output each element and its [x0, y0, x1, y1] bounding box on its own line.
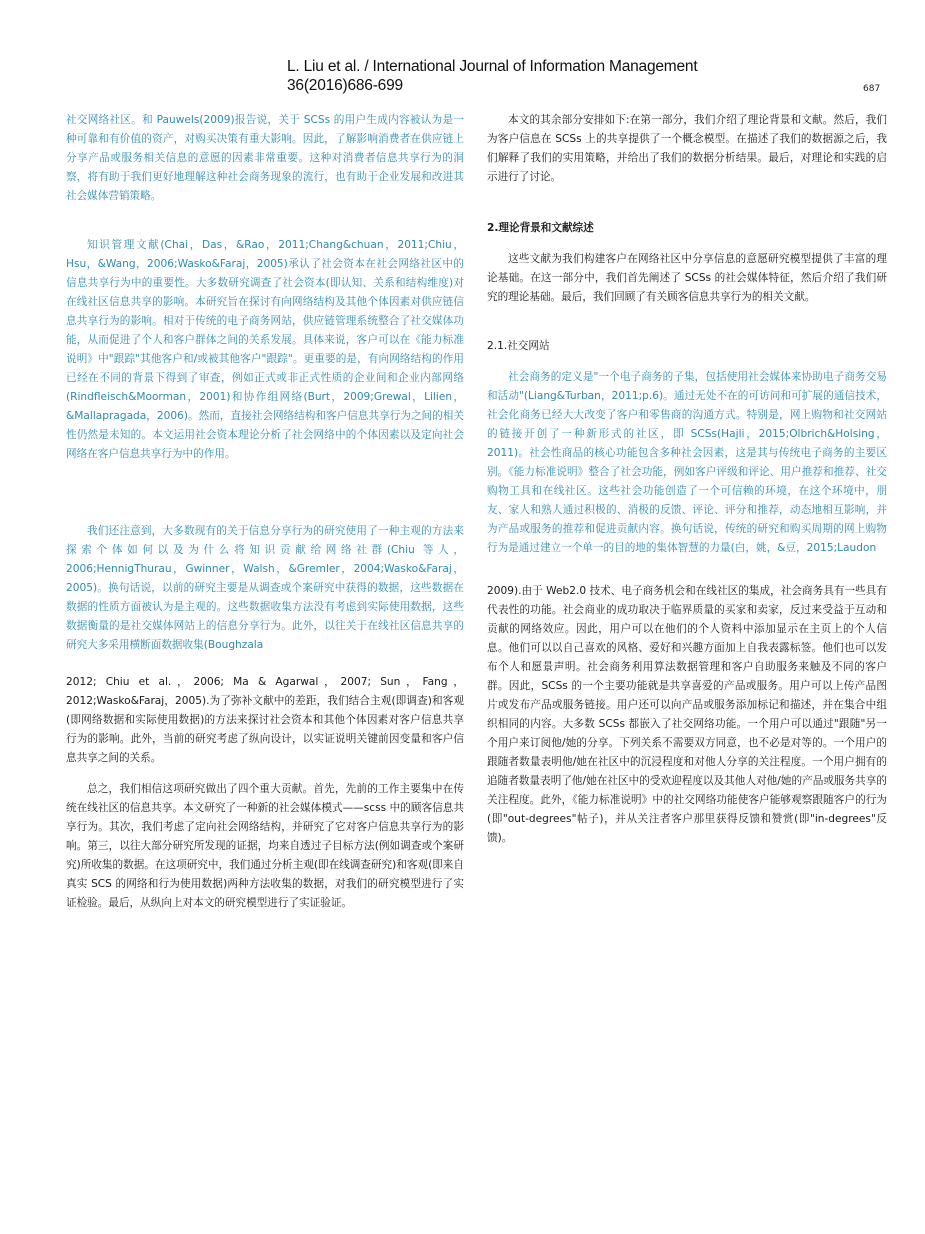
right-column: [487, 111, 887, 848]
left-paragraph-3: 我们还注意到，大多数现有的关于信息分享行为的研究使用了一种主观的方法来探索个体如何以及为什么将知识贡献给网络社群(Chiu 等人，2006;HennigThurau，Gwinner，Walsh，&Gremler，2004;Wasko&Faraj，2005)。换句话说，以前的研究主要是从调查或个案研究中获得的数据，这些数据在数据的性质方面被认为是主观的。这些数据收集方法没有考虑到实际使用数据，这些数据衡量的是社交媒体网站上的信息分享行为。此外，以往关于在线社区信息共享的研究大多采用横断面数据收集(Boughzala: [66, 525, 464, 651]
section-heading: 2.理论背景和文献综述: [487, 222, 594, 234]
left-column: [66, 111, 464, 913]
left-paragraph-5: 总之，我们相信这项研究做出了四个重大贡献。首先，先前的工作主要集中在传统在线社区的信息共享。本文研究了一种新的社会媒体模式——scss 中的顾客信息共享行为。其次，我们考虑了定向社会网络结构，并研究了它对客户信息共享行为的影响。第三，以往大部分研究所发现的证据，均来自透过子目标方法(例如调查或个案研究)所收集的数据。在这项研究中，我们通过分析主观(即在线调查研究)和客观(即来自真实 SCS 的网络和行为使用数据)两种方法收集的数据，对我们的研究模型进行了实证检验。最后，从纵向上对本文的研究模型进行了实证验证。: [66, 783, 464, 909]
left-paragraph-2: 知识管理文献(Chai，Das，&Rao，2011;Chang&chuan，2011;Chiu，Hsu，&Wang，2006;Wasko&Faraj，2005)承认了社会资本在社会网络社区中的信息共享行为中的重要性。大多数研究调查了社会资本(即认知、关系和结构维度)对在线社区信息共享的影响。本研究旨在探讨有向网络结构及其他个体因素对供应链信息共享行为的影响。相对于传统的电子商务网站，供应链管理系统整合了社交媒体功能，从而促进了个人和客户群体之间的关系发展。具体来说，客户可以在《能力标准说明》中"跟踪"其他客户和/或被其他客户"跟踪"。更重要的是，有向网络结构的作用已经在不同的背景下得到了审查，例如正式或非正式性质的企业间和企业内部网络(Rindfleisch&Moorman，2001)和协作组网络(Burt，2009;Grewal，Lilien，&Mallapragada，2006)。然而，直接社会网络结构和客户信息共享行为之间的相关性仍然是未知的。本文运用社会资本理论分析了社会网络中的个体因素以及定向社会网络在客户信息共享行为中的作用。: [66, 239, 464, 460]
journal-header: [287, 57, 757, 95]
journal-header-line1: L. Liu et al. / International Journal of Information Management: [287, 58, 698, 75]
left-paragraph-1: 社交网络社区。和 Pauwels(2009)报告说，关于 SCSs 的用户生成内容被认为是一种可靠和有价值的资产，对购买决策有重大影响。因此，了解影响消费者在供应链上分享产品或服务相关信息的意愿的因素非常重要。这种对消费者信息共享行为的洞察，将有助于我们更好地理解这种社会商务现象的流行，也有助于企业发展和改进其社会媒体营销策略。: [66, 114, 464, 202]
right-paragraph-4: 2009).由于 Web2.0 技术、电子商务机会和在线社区的集成，社会商务具有一些具有代表性的功能。社会商业的成功取决于临界质量的买家和卖家，反过来受益于互动和贡献的网络效应。因此，用户可以在他们的个人资料中添加显示在主页上的个人信息。他们可以以自己喜欢的风格、爱好和兴趣方面加上自我表露标签。他们也可以发布个人和愿景声明。社会商务利用算法数据管理和客户自助服务来触及不同的客户群。因此，SCSs 的一个主要功能就是共享喜爱的产品或服务。用户可以上传产品图片或发布产品或服务链接。用户还可以向产品或服务添加标记和描述，并在集合中组织相同的内容。大多数 SCSs 都嵌入了社交网络功能。一个用户可以通过"跟随"另一个用户来订阅他/她的分享。下列关系不需要双方同意，也不必是对等的。一个用户的跟随者数量表明他/她在社区中的沉浸程度和对他人分享的关注程度。一个用户拥有的追随者数量表明了他/她在社区中的受欢迎程度以及其他人对他/她的产品或服务共享的关注程度。此外，《能力标准说明》中的社交网络功能使客户能够观察跟随客户的行为(即"out-degrees"帖子)，并从关注者客户那里获得反馈和赞赏(即"in-degrees"反馈)。: [487, 585, 887, 844]
right-paragraph-2: 这些文献为我们构建客户在网络社区中分享信息的意愿研究模型提供了丰富的理论基础。在这一部分中，我们首先阐述了 SCSs 的社会媒体特征，然后介绍了我们研究的理论基础。最后，我们回顾了有关顾客信息共享行为的相关文献。: [487, 253, 887, 303]
right-paragraph-3: 社会商务的定义是"一个电子商务的子集，包括使用社会媒体来协助电子商务交易和活动"(Liang&Turban，2011;p.6)。通过无处不在的可访问和可扩展的通信技术，社会化商务已经大大改变了客户和零售商的沟通方式。特别是，网上购物和社交网站的链接开创了一种新形式的社区，即 SCSs(Hajli，2015;Olbrich&Holsing，2011)。社会性商品的核心功能包含多种社会因素，这是其与传统电子商务的主要区别。《能力标准说明》整合了社会功能，例如客户评级和评论、用户推荐和推荐、社交购物工具和在线社区。这些社会功能创造了一个可信赖的环境，在这个环境中，朋友、家人和熟人通过积极的、消极的反馈、评论、评分和推荐，动态地相互影响，并为产品或服务的推荐和促进贡献内容。换句话说，传统的研究和购买周期的网上购物行为是通过建立一个单一的目的地的集体智慧的力量(白，姚，&豆，2015;Laudon: [487, 371, 887, 554]
left-paragraph-4: 2012; Chiu et al.，2006; Ma & Agarwal，2007; Sun，Fang，2012;Wasko&Faraj，2005).为了弥补文献中的差距，我们结合主观(即调查)和客观(即网络数据和实际使用数据)的方法来探讨社会资本和其他个体因素对客户信息共享行为的影响。此外，当前的研究考虑了纵向设计，以实证说明关键前因变量和客户信息共享之间的关系。: [66, 676, 464, 764]
page-number: 687: [863, 84, 881, 94]
subsection-heading: 2.1.社交网站: [487, 340, 550, 352]
right-paragraph-1: 本文的其余部分安排如下:在第一部分，我们介绍了理论背景和文献。然后，我们为客户信息在 SCSs 上的共享提供了一个概念模型。在描述了我们的数据源之后，我们解释了我们的实用策略，并给出了我们的数据分析结果。最后，对理论和实践的启示进行了讨论。: [487, 114, 887, 183]
journal-header-line2: 36(2016)686-699: [287, 77, 403, 94]
